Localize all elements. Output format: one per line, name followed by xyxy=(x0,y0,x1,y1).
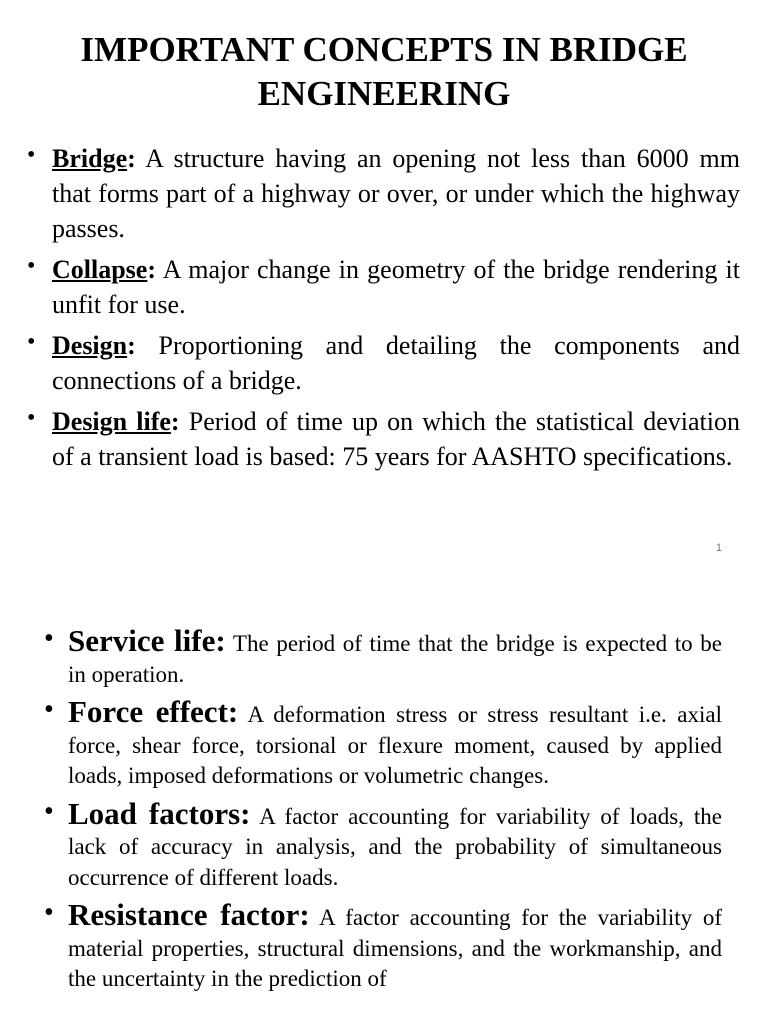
term-colon: : xyxy=(170,407,180,436)
definition-item-collapse xyxy=(27,252,740,322)
definition-item-design xyxy=(27,328,740,398)
bullet-icon: • xyxy=(44,694,54,725)
bullet-icon: • xyxy=(44,795,54,827)
term xyxy=(52,255,156,284)
definition-text: Period of time up on which the statistical deviation of a transient load is based: 75 years for AASHTO specifications. xyxy=(52,407,740,471)
term-name: Bridge xyxy=(52,144,128,173)
bullet-icon: • xyxy=(44,897,54,928)
definition-list xyxy=(27,141,740,480)
title-line-2: ENGINEERING xyxy=(257,74,511,113)
bullet-icon: • xyxy=(27,329,36,355)
term-name: Collapse xyxy=(52,255,148,284)
term xyxy=(52,407,180,436)
term: Service life: xyxy=(68,623,226,658)
definition-text: A factor accounting for the variability of material properties, structural dimensions, and the workmanship, and the uncertainty in the prediction of xyxy=(68,905,722,991)
definition-item-load-factors xyxy=(44,795,722,894)
bullet-icon: • xyxy=(27,405,36,431)
slide-2 xyxy=(0,580,768,1024)
term: Load factors: xyxy=(68,795,251,831)
term xyxy=(52,331,136,360)
definition-text: A major change in geometry of the bridge rendering it unfit for use. xyxy=(52,255,740,319)
term xyxy=(52,144,136,173)
definition-item-service-life xyxy=(44,623,722,690)
bullet-icon: • xyxy=(27,142,36,168)
slide-title xyxy=(30,28,738,116)
definition-text: A factor accounting for variability of loads, the lack of accuracy in analysis, and the probability of simultaneous occurrence of different loads. xyxy=(68,803,722,890)
definition-item-force-effect xyxy=(44,694,722,792)
term-colon: : xyxy=(127,144,136,173)
title-line-1: IMPORTANT CONCEPTS IN BRIDGE xyxy=(80,30,688,69)
definition-text: The period of time that the bridge is expected to be in operation. xyxy=(68,631,722,687)
term-colon: : xyxy=(147,255,157,284)
definition-item-bridge xyxy=(27,141,740,246)
term: Resistance factor: xyxy=(68,897,310,932)
definition-item-design-life xyxy=(27,404,740,474)
bullet-icon: • xyxy=(44,623,54,654)
definition-text: A structure having an opening not less than 6000 mm that forms part of a highway or over, or under which the highway passes. xyxy=(52,144,740,243)
definition-list xyxy=(44,623,722,1002)
term: Force effect: xyxy=(68,694,239,729)
term-name: Design life xyxy=(52,407,171,436)
bullet-icon: • xyxy=(27,253,36,279)
definition-item-resistance-factor xyxy=(44,897,722,995)
page-number: 1 xyxy=(715,542,722,554)
definition-text: A deformation stress or stress resultant i.e. axial force, shear force, torsional or flexure moment, caused by applied loads, imposed deformations or volumetric changes. xyxy=(68,702,722,788)
definition-text: Proportioning and detailing the components and connections of a bridge. xyxy=(52,331,740,395)
term-colon: : xyxy=(127,331,136,360)
term-name: Design xyxy=(52,331,128,360)
